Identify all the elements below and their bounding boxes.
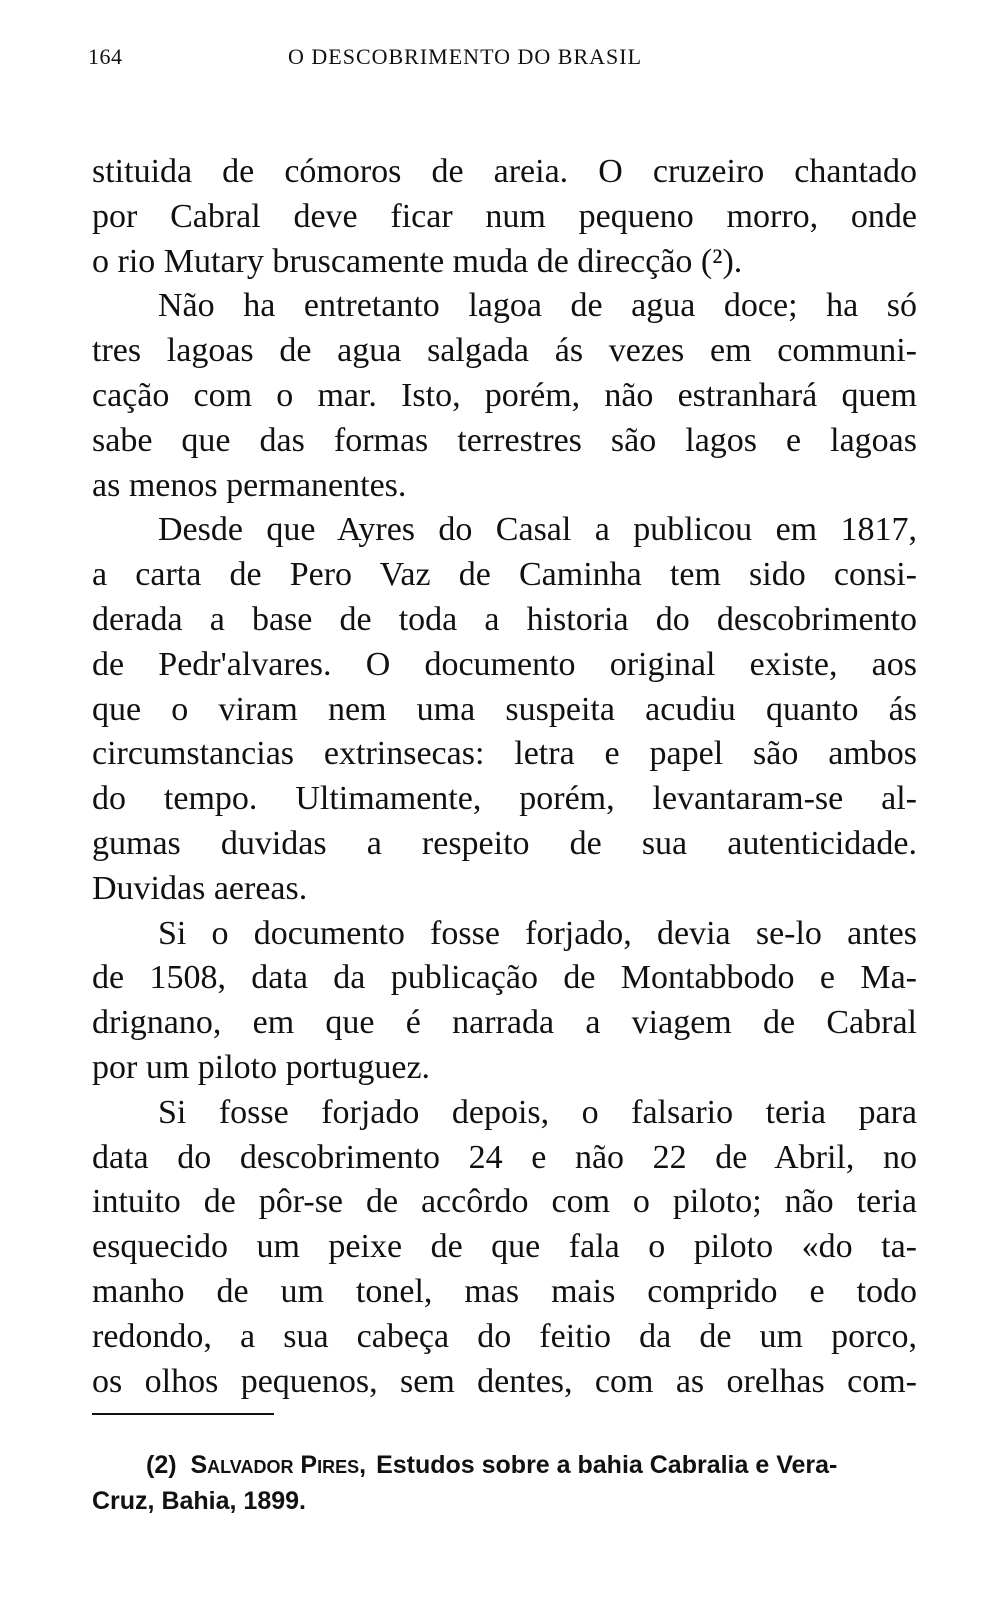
footnote-marker: (2) xyxy=(146,1451,177,1479)
page-number: 164 xyxy=(88,44,123,69)
text-line: Desde que Ayres do Casal a publicou em 1817, xyxy=(158,511,917,549)
text-line: redondo, a sua cabeça do feitio da de um porco, xyxy=(92,1317,917,1355)
footnote-title: Estudos sobre a bahia Cabralia e Vera- xyxy=(376,1451,838,1479)
footnote-divider xyxy=(92,1413,274,1415)
text-line: o rio Mutary bruscamente muda de direcção (²). xyxy=(92,242,743,280)
text-line: Não ha entretanto lagoa de agua doce; ha só xyxy=(158,287,917,325)
text-line: Si fosse forjado depois, o falsario teria para xyxy=(158,1093,917,1131)
text-line: as menos permanentes. xyxy=(92,466,407,504)
text-line: cação com o mar. Isto, porém, não estranhará quem xyxy=(92,376,917,414)
text-line: derada a base de toda a historia do descobrimento xyxy=(92,600,917,638)
footnote-line xyxy=(92,1447,917,1483)
text-line: Duvidas aereas. xyxy=(92,869,308,907)
text-line: drignano, em que é narrada a viagem de Cabral xyxy=(92,1004,917,1042)
text-line: a carta de Pero Vaz de Caminha tem sido consi- xyxy=(92,556,917,594)
footnote-author: Salvador Pires, xyxy=(190,1451,367,1479)
text-line: que o viram nem uma suspeita acudiu quanto ás xyxy=(92,690,917,728)
text-line: intuito de pôr-se de accôrdo com o piloto; não teria xyxy=(92,1183,917,1221)
text-line: sabe que das formas terrestres são lagos e lagoas xyxy=(92,421,917,459)
text-line: os olhos pequenos, sem dentes, com as orelhas com- xyxy=(92,1362,917,1400)
body-text xyxy=(92,150,917,1404)
text-line: do tempo. Ultimamente, porém, levantaram-se al- xyxy=(92,780,917,818)
text-line: tres lagoas de agua salgada ás vezes em communi- xyxy=(92,332,917,370)
text-line: de Pedr'alvares. O documento original existe, aos xyxy=(92,645,917,683)
footnote-line: Cruz, Bahia, 1899. xyxy=(92,1487,306,1515)
text-line: Si o documento fosse forjado, devia se-lo antes xyxy=(158,914,917,952)
text-line: esquecido um peixe de que fala o piloto «do ta- xyxy=(92,1228,917,1266)
text-line: data do descobrimento 24 e não 22 de Abril, no xyxy=(92,1138,917,1176)
text-line: de 1508, data da publicação de Montabbodo e Ma- xyxy=(92,959,917,997)
text-line: por um piloto portuguez. xyxy=(92,1048,431,1086)
text-line: por Cabral deve ficar num pequeno morro, onde xyxy=(92,197,917,235)
text-line: gumas duvidas a respeito de sua autenticidade. xyxy=(92,824,917,862)
footnote xyxy=(92,1447,917,1519)
text-line: circumstancias extrinsecas: letra e papel são ambos xyxy=(92,735,917,773)
running-head xyxy=(88,44,938,74)
running-title: O DESCOBRIMENTO DO BRASIL xyxy=(288,44,643,69)
text-line: manho de um tonel, mas mais comprido e todo xyxy=(92,1272,917,1310)
text-line: stituida de cómoros de areia. O cruzeiro chantado xyxy=(92,153,917,190)
